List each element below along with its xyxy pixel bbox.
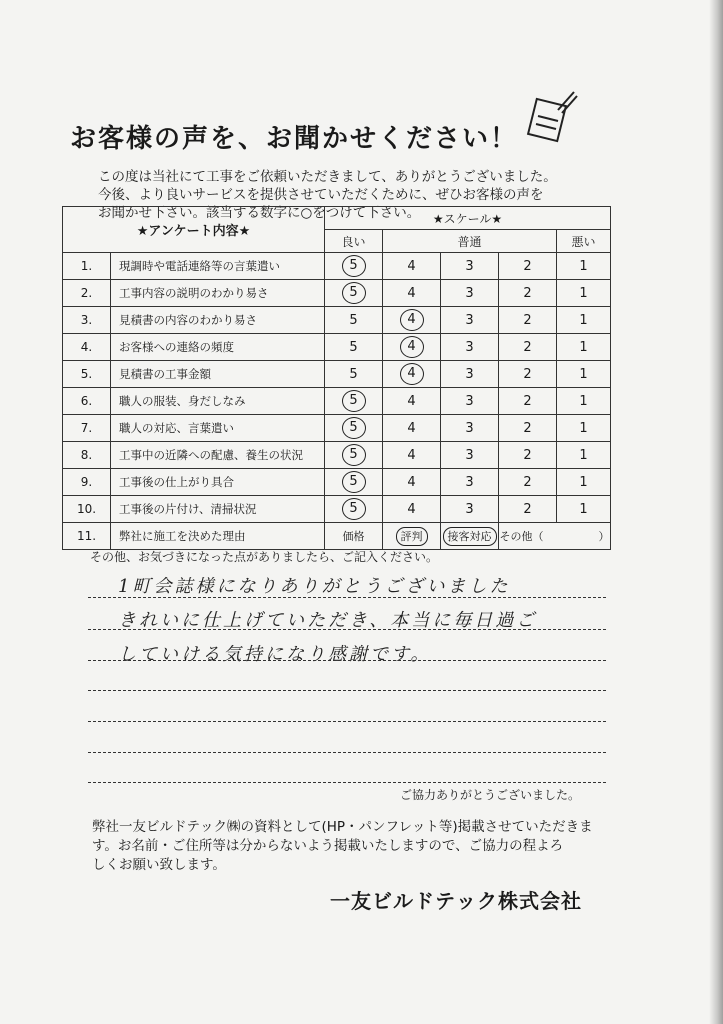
option-other-label: その他（ ） — [499, 530, 610, 543]
score-cell-4[interactable] — [383, 253, 441, 280]
option-price[interactable] — [325, 523, 383, 550]
score-cell-2[interactable] — [499, 307, 557, 334]
question-label: 工事中の近隣への配慮、養生の状況 — [111, 442, 325, 469]
score-value: 4 — [400, 363, 424, 385]
score-value: 1 — [579, 312, 588, 328]
row-number: 4. — [63, 334, 111, 361]
note-line: す。お名前・ご住所等は分からないよう掲載いたしますので、ご協力の程よろ — [92, 838, 564, 854]
score-cell-5[interactable] — [325, 442, 383, 469]
question-label: 職人の対応、言葉遣い — [111, 415, 325, 442]
score-cell-4[interactable] — [383, 361, 441, 388]
score-value: 4 — [407, 474, 416, 490]
score-value: 5 — [342, 390, 366, 412]
intro-line: 今後、より良いサービスを提供させていただくために、ぜひお客様の声を — [98, 187, 544, 203]
score-cell-1[interactable] — [557, 442, 611, 469]
score-cell-1[interactable] — [557, 253, 611, 280]
score-cell-1[interactable] — [557, 361, 611, 388]
score-cell-4[interactable] — [383, 496, 441, 523]
question-label: 工事後の仕上がり具合 — [111, 469, 325, 496]
score-cell-3[interactable] — [441, 253, 499, 280]
survey-row — [63, 361, 611, 388]
survey-row — [63, 415, 611, 442]
score-value: 5 — [342, 444, 366, 466]
score-value: 2 — [523, 420, 532, 436]
intro-line: お聞かせ下さい。該当する数字に○をつけて下さい。 — [98, 205, 421, 221]
question-label: 工事内容の説明のわかり易さ — [111, 280, 325, 307]
row-number: 11. — [63, 523, 111, 550]
intro-line: この度は当社にて工事をご依頼いただきまして、ありがとうございました。 — [98, 169, 557, 185]
score-cell-4[interactable] — [383, 307, 441, 334]
comment-line — [88, 690, 606, 691]
score-value: 2 — [523, 366, 532, 382]
question-label: 職人の服装、身だしなみ — [111, 388, 325, 415]
score-value: 2 — [523, 258, 532, 274]
header-scale: ★スケール★ — [325, 207, 611, 230]
row-number: 10. — [63, 496, 111, 523]
score-value: 5 — [342, 255, 366, 277]
score-cell-2[interactable] — [499, 361, 557, 388]
score-cell-2[interactable] — [499, 415, 557, 442]
score-cell-3[interactable] — [441, 469, 499, 496]
score-value: 3 — [465, 474, 474, 490]
score-cell-3[interactable] — [441, 442, 499, 469]
score-cell-5[interactable] — [325, 388, 383, 415]
score-cell-3[interactable] — [441, 280, 499, 307]
score-cell-3[interactable] — [441, 496, 499, 523]
score-value: 5 — [349, 339, 358, 355]
score-value: 1 — [579, 285, 588, 301]
score-cell-1[interactable] — [557, 388, 611, 415]
option-reputation[interactable] — [383, 523, 441, 550]
question-label: 見積書の内容のわかり易さ — [111, 307, 325, 334]
score-value: 2 — [523, 393, 532, 409]
score-value: 1 — [579, 366, 588, 382]
score-cell-5[interactable] — [325, 334, 383, 361]
comment-line — [88, 660, 606, 661]
score-cell-4[interactable] — [383, 388, 441, 415]
score-value: 1 — [579, 393, 588, 409]
score-cell-5[interactable] — [325, 415, 383, 442]
score-value: 1 — [579, 258, 588, 274]
survey-row — [63, 469, 611, 496]
score-value: 3 — [465, 420, 474, 436]
score-value: 5 — [349, 312, 358, 328]
survey-row — [63, 253, 611, 280]
col-normal: 普通 — [383, 230, 557, 253]
score-value: 4 — [407, 393, 416, 409]
score-value: 4 — [407, 447, 416, 463]
score-value: 2 — [523, 285, 532, 301]
score-value: 4 — [407, 285, 416, 301]
score-cell-2[interactable] — [499, 469, 557, 496]
score-value: 4 — [400, 309, 424, 331]
score-cell-2[interactable] — [499, 334, 557, 361]
score-value: 4 — [400, 336, 424, 358]
score-cell-4[interactable] — [383, 469, 441, 496]
row-number: 9. — [63, 469, 111, 496]
option-other[interactable] — [499, 523, 611, 550]
score-cell-2[interactable] — [499, 442, 557, 469]
question-label: 見積書の工事金額 — [111, 361, 325, 388]
score-cell-3[interactable] — [441, 307, 499, 334]
handwritten-comment-line: きれいに仕上げていただき、本当に毎日過ご — [118, 610, 538, 631]
score-value: 2 — [523, 447, 532, 463]
page-title: お客様の声を、お聞かせください！ — [70, 124, 519, 154]
score-value: 5 — [342, 471, 366, 493]
score-cell-3[interactable] — [441, 388, 499, 415]
option-price-label: 価格 — [342, 530, 365, 543]
score-value: 3 — [465, 447, 474, 463]
score-cell-1[interactable] — [557, 280, 611, 307]
row-number: 7. — [63, 415, 111, 442]
note-line: しくお願い致します。 — [92, 857, 226, 873]
comment-lead: その他、お気づきになった点がありましたら、ご記入ください。 — [90, 550, 439, 564]
score-cell-1[interactable] — [557, 469, 611, 496]
score-cell-2[interactable] — [499, 496, 557, 523]
score-value: 2 — [523, 312, 532, 328]
score-cell-2[interactable] — [499, 388, 557, 415]
option-service[interactable] — [441, 523, 499, 550]
survey-row — [63, 280, 611, 307]
score-cell-3[interactable] — [441, 361, 499, 388]
score-value: 3 — [465, 285, 474, 301]
score-value: 1 — [579, 501, 588, 517]
score-value: 3 — [465, 501, 474, 517]
score-cell-1[interactable] — [557, 334, 611, 361]
score-cell-1[interactable] — [557, 496, 611, 523]
col-good: 良い — [325, 230, 383, 253]
score-cell-4[interactable] — [383, 280, 441, 307]
survey-row — [63, 442, 611, 469]
survey-table — [62, 206, 611, 550]
score-value: 3 — [465, 366, 474, 382]
row-number: 2. — [63, 280, 111, 307]
comment-line — [88, 629, 606, 630]
comment-line — [88, 597, 606, 598]
survey-row — [63, 334, 611, 361]
option-reputation-label: 評判 — [396, 527, 428, 546]
score-value: 5 — [349, 366, 358, 382]
score-value: 1 — [579, 474, 588, 490]
col-bad: 悪い — [557, 230, 611, 253]
row-number: 1. — [63, 253, 111, 280]
score-value: 5 — [342, 498, 366, 520]
score-value: 3 — [465, 339, 474, 355]
score-value: 3 — [465, 393, 474, 409]
score-cell-2[interactable] — [499, 280, 557, 307]
score-value: 4 — [407, 501, 416, 517]
score-cell-5[interactable] — [325, 361, 383, 388]
publication-note — [92, 818, 622, 875]
question-label: 弊社に施工を決めた理由 — [111, 523, 325, 550]
score-cell-5[interactable] — [325, 280, 383, 307]
row-number: 6. — [63, 388, 111, 415]
note-line: 弊社一友ビルドテック㈱の資料として(HP・パンフレット等)掲載させていただきま — [92, 819, 593, 835]
header-questions: ★アンケート内容★ — [63, 207, 325, 253]
question-label: お客様への連絡の頻度 — [111, 334, 325, 361]
score-value: 1 — [579, 339, 588, 355]
score-value: 4 — [407, 258, 416, 274]
score-value: 4 — [407, 420, 416, 436]
survey-row — [63, 307, 611, 334]
row-number: 5. — [63, 361, 111, 388]
score-cell-5[interactable] — [325, 253, 383, 280]
question-label: 工事後の片付け、清掃状況 — [111, 496, 325, 523]
comment-line — [88, 721, 606, 722]
score-value: 3 — [465, 258, 474, 274]
score-value: 2 — [523, 339, 532, 355]
question-label: 現調時や電話連絡等の言葉遣い — [111, 253, 325, 280]
survey-row — [63, 496, 611, 523]
notepad-pencil-icon — [524, 88, 580, 144]
score-value: 2 — [523, 501, 532, 517]
company-name: 一友ビルドテック株式会社 — [330, 889, 582, 913]
survey-row — [63, 388, 611, 415]
handwritten-comment-line: していける気持になり感謝です。 — [118, 644, 432, 665]
score-value: 5 — [342, 282, 366, 304]
scan-edge-shadow — [709, 0, 723, 1024]
score-cell-3[interactable] — [441, 334, 499, 361]
score-cell-1[interactable] — [557, 415, 611, 442]
comment-line — [88, 782, 606, 783]
score-cell-5[interactable] — [325, 469, 383, 496]
score-cell-4[interactable] — [383, 415, 441, 442]
score-value: 1 — [579, 420, 588, 436]
score-cell-2[interactable] — [499, 253, 557, 280]
handwritten-comment-line: 1町会誌様になりありがとうございました — [118, 576, 511, 597]
score-value: 5 — [342, 417, 366, 439]
score-cell-5[interactable] — [325, 496, 383, 523]
score-cell-3[interactable] — [441, 415, 499, 442]
score-cell-1[interactable] — [557, 307, 611, 334]
score-value: 1 — [579, 447, 588, 463]
comment-line — [88, 752, 606, 753]
row-number: 8. — [63, 442, 111, 469]
score-cell-4[interactable] — [383, 442, 441, 469]
score-value: 3 — [465, 312, 474, 328]
row-number: 3. — [63, 307, 111, 334]
score-cell-4[interactable] — [383, 334, 441, 361]
score-value: 2 — [523, 474, 532, 490]
thanks-text: ご協力ありがとうございました。 — [400, 788, 581, 802]
score-cell-5[interactable] — [325, 307, 383, 334]
option-service-label: 接客対応 — [443, 527, 497, 546]
